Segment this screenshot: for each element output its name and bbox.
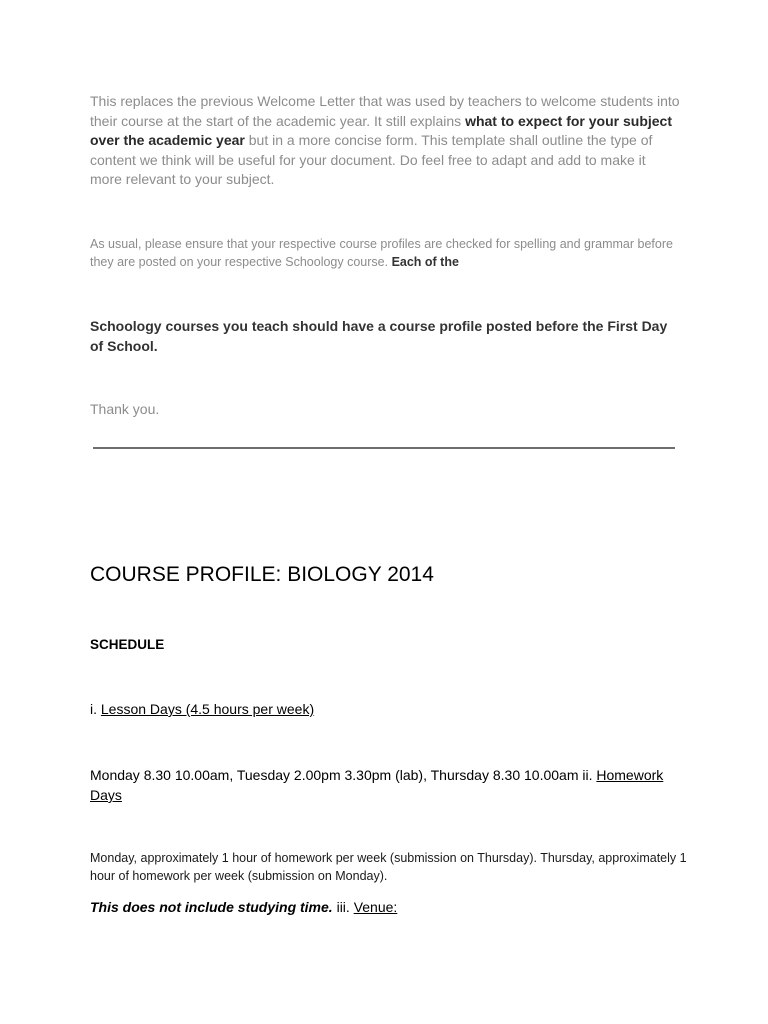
intro-paragraph <box>90 92 680 190</box>
venue-label: Venue: <box>353 899 398 915</box>
homework-days-label: Homework Days <box>90 767 664 803</box>
reminder-text: As usual, please ensure that your respective course profiles are checked for spelling and grammar before they are posted on your respective Schoology course. <box>90 237 673 269</box>
lesson-times-text: Monday 8.30 10.00am, Tuesday 2.00pm 3.30pm (lab), Thursday 8.30 10.00am ii. <box>90 767 597 783</box>
lesson-times-paragraph <box>90 765 690 805</box>
studying-note: This does not include studying time. <box>90 899 333 915</box>
homework-paragraph: Monday, approximately 1 hour of homework per week (submission on Thursday). Thursday, approximately 1 hour of homework per week (submission on Monday). <box>90 851 687 883</box>
schedule-heading: SCHEDULE <box>90 637 165 652</box>
venue-prefix: iii. <box>332 899 354 915</box>
reminder-bold-text: Each of the <box>391 255 459 269</box>
reminder-paragraph <box>90 235 680 271</box>
lesson-days-line <box>90 700 314 718</box>
studying-line <box>90 898 397 916</box>
intro-text-2: but in a more concise form. This template shall outline the type of content we think will be useful for your document. Do feel free to adapt and add to make it more relevant to your subject. <box>90 132 653 187</box>
lesson-days-label: Lesson Days (4.5 hours per week) <box>100 701 315 717</box>
horizontal-rule <box>93 447 675 449</box>
thank-you-text: Thank you. <box>90 401 160 417</box>
schoology-requirement: Schoology courses you teach should have a course profile posted before the First Day of School. <box>90 318 668 354</box>
intro-text-1: This replaces the previous Welcome Letter that was used by teachers to welcome students into their course at the start of the academic year. It still explains <box>90 93 680 129</box>
page-title: COURSE PROFILE: BIOLOGY 2014 <box>90 563 434 586</box>
lesson-days-prefix: i. <box>90 701 101 717</box>
intro-bold-text: what to expect for your subject over the academic year <box>90 112 673 148</box>
